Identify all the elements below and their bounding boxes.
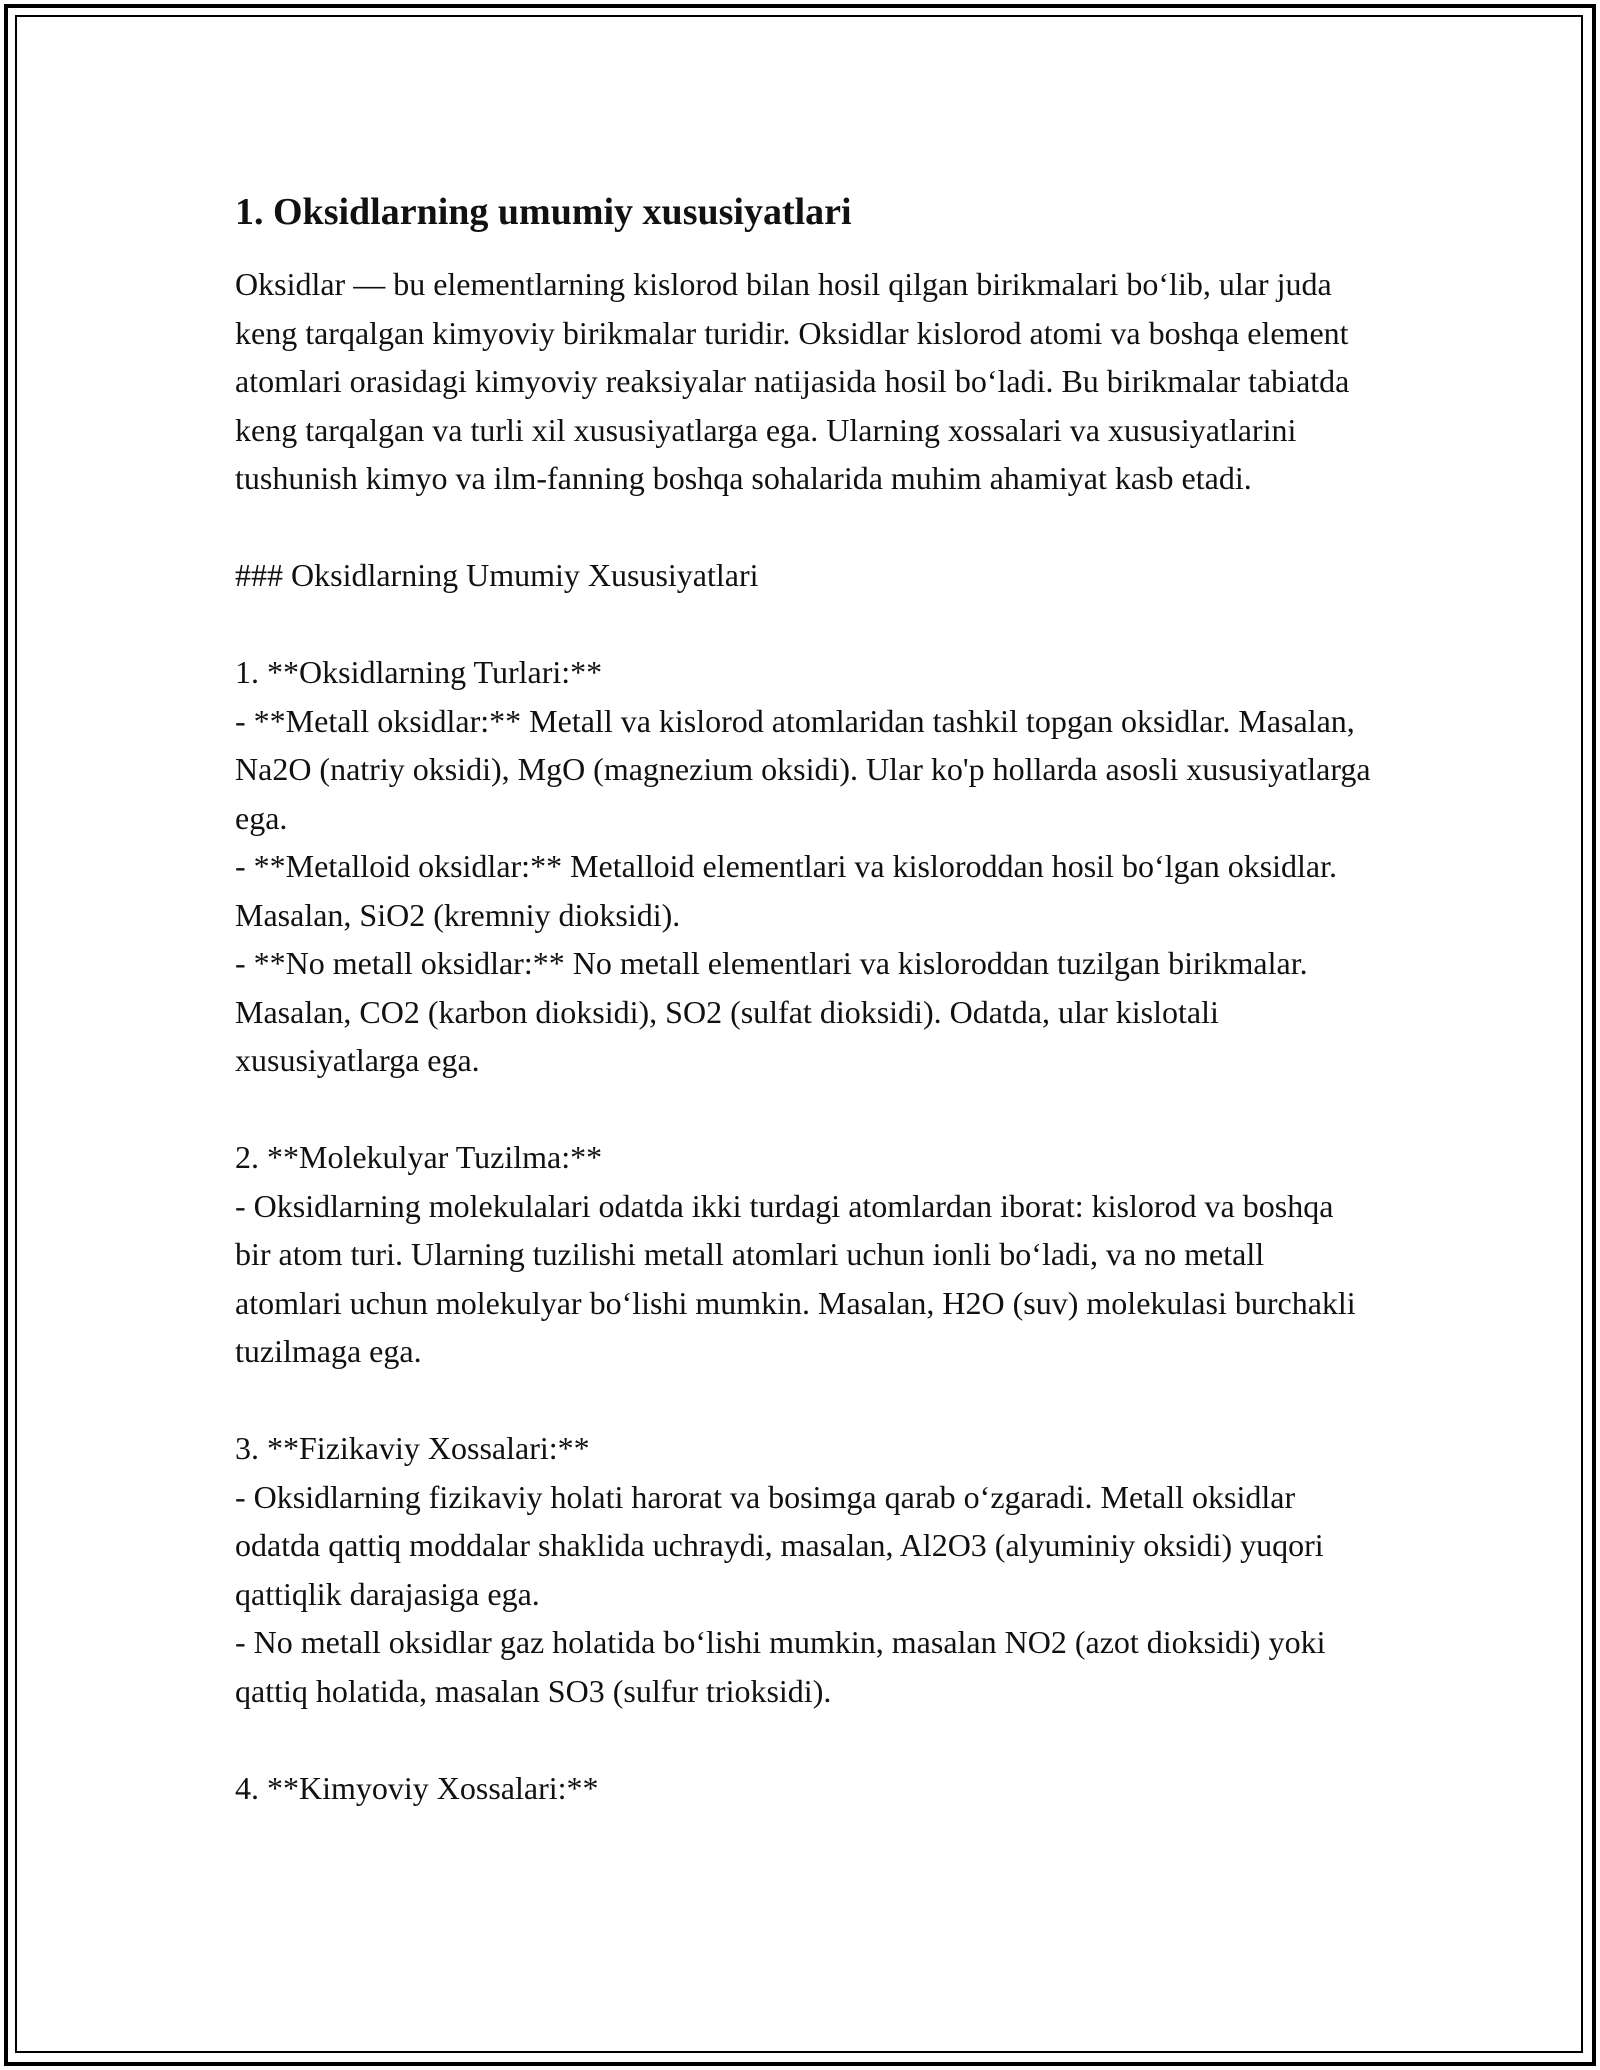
intro-paragraph: Oksidlar — bu elementlarning kislorod bilan hosil qilgan birikmalari bo‘lib, ular juda keng tarqalgan kimyoviy birikmalar turidir. Oksidlar kislorod atomi va boshqa element atomlari orasidagi kimyoviy reaksiyalar natijasida hosil bo‘ladi. Bu birikmalar tabiatda keng tarqalgan va turli xil xususiyatlarga ega. Ularning xossalari va xususiyatlarini tushunish kimyo va ilm-fanning boshqa sohalarida muhim ahamiyat kasb etadi.	[235, 266, 1350, 496]
section-title: 2. **Molekulyar Tuzilma:**	[235, 1139, 603, 1175]
spacer	[235, 1715, 1375, 1764]
list-item: - **Metalloid oksidlar:** Metalloid elementlari va kisloroddan hosil bo‘lgan oksidlar. Masalan, SiO2 (kremniy dioksidi).	[235, 848, 1338, 933]
list-item: - Oksidlarning molekulalari odatda ikki turdagi atomlardan iborat: kislorod va boshqa bir atom turi. Ularning tuzilishi metall atomlari uchun ionli bo‘ladi, va no metall atomlari uchun molekulyar bo‘lishi mumkin. Masalan, H2O (suv) molekulasi burchakli tuzilmaga ega.	[235, 1187, 1356, 1369]
section-types	[235, 648, 1375, 1085]
spacer	[235, 1085, 1375, 1134]
list-item: - Oksidlarning fizikaviy holati harorat va bosimga qarab o‘zgaradi. Metall oksidlar odatda qattiq moddalar shaklida uchraydi, masalan, Al2O3 (alyuminiy oksidi) yuqori qattiqlik darajasiga ega.	[235, 1478, 1324, 1612]
section-title: 1. **Oksidlarning Turlari:**	[235, 654, 603, 690]
list-item: - **No metall oksidlar:** No metall elementlari va kisloroddan tuzilgan birikmalar. Masalan, CO2 (karbon dioksidi), SO2 (sulfat dioksidi). Odatda, ular kislotali xususiyatlarga ega.	[235, 945, 1308, 1078]
spacer	[235, 503, 1375, 552]
section-title: 4. **Kimyoviy Xossalari:**	[235, 1769, 599, 1806]
section-chemical	[235, 1764, 1375, 1813]
list-item: - No metall oksidlar gaz holatida bo‘lishi mumkin, masalan NO2 (azot dioksidi) yoki qattiq holatida, masalan SO3 (sulfur trioksidi).	[235, 1624, 1326, 1709]
subheading: ### Oksidlarning Umumiy Xususiyatlari	[235, 557, 759, 593]
section-physical	[235, 1424, 1375, 1715]
document-title: 1. Oksidlarning umumiy xususiyatlari	[235, 191, 852, 233]
spacer	[235, 1376, 1375, 1425]
list-item: - **Metall oksidlar:** Metall va kislorod atomlaridan tashkil topgan oksidlar. Masalan, Na2O (natriy oksidi), MgO (magnezium oksidi). Ular ko'p hollarda asosli xususiyatlarga ega.	[235, 702, 1371, 836]
spacer	[235, 600, 1375, 649]
section-structure	[235, 1133, 1375, 1376]
section-title: 3. **Fizikaviy Xossalari:**	[235, 1430, 590, 1466]
document-body	[235, 186, 1375, 1812]
